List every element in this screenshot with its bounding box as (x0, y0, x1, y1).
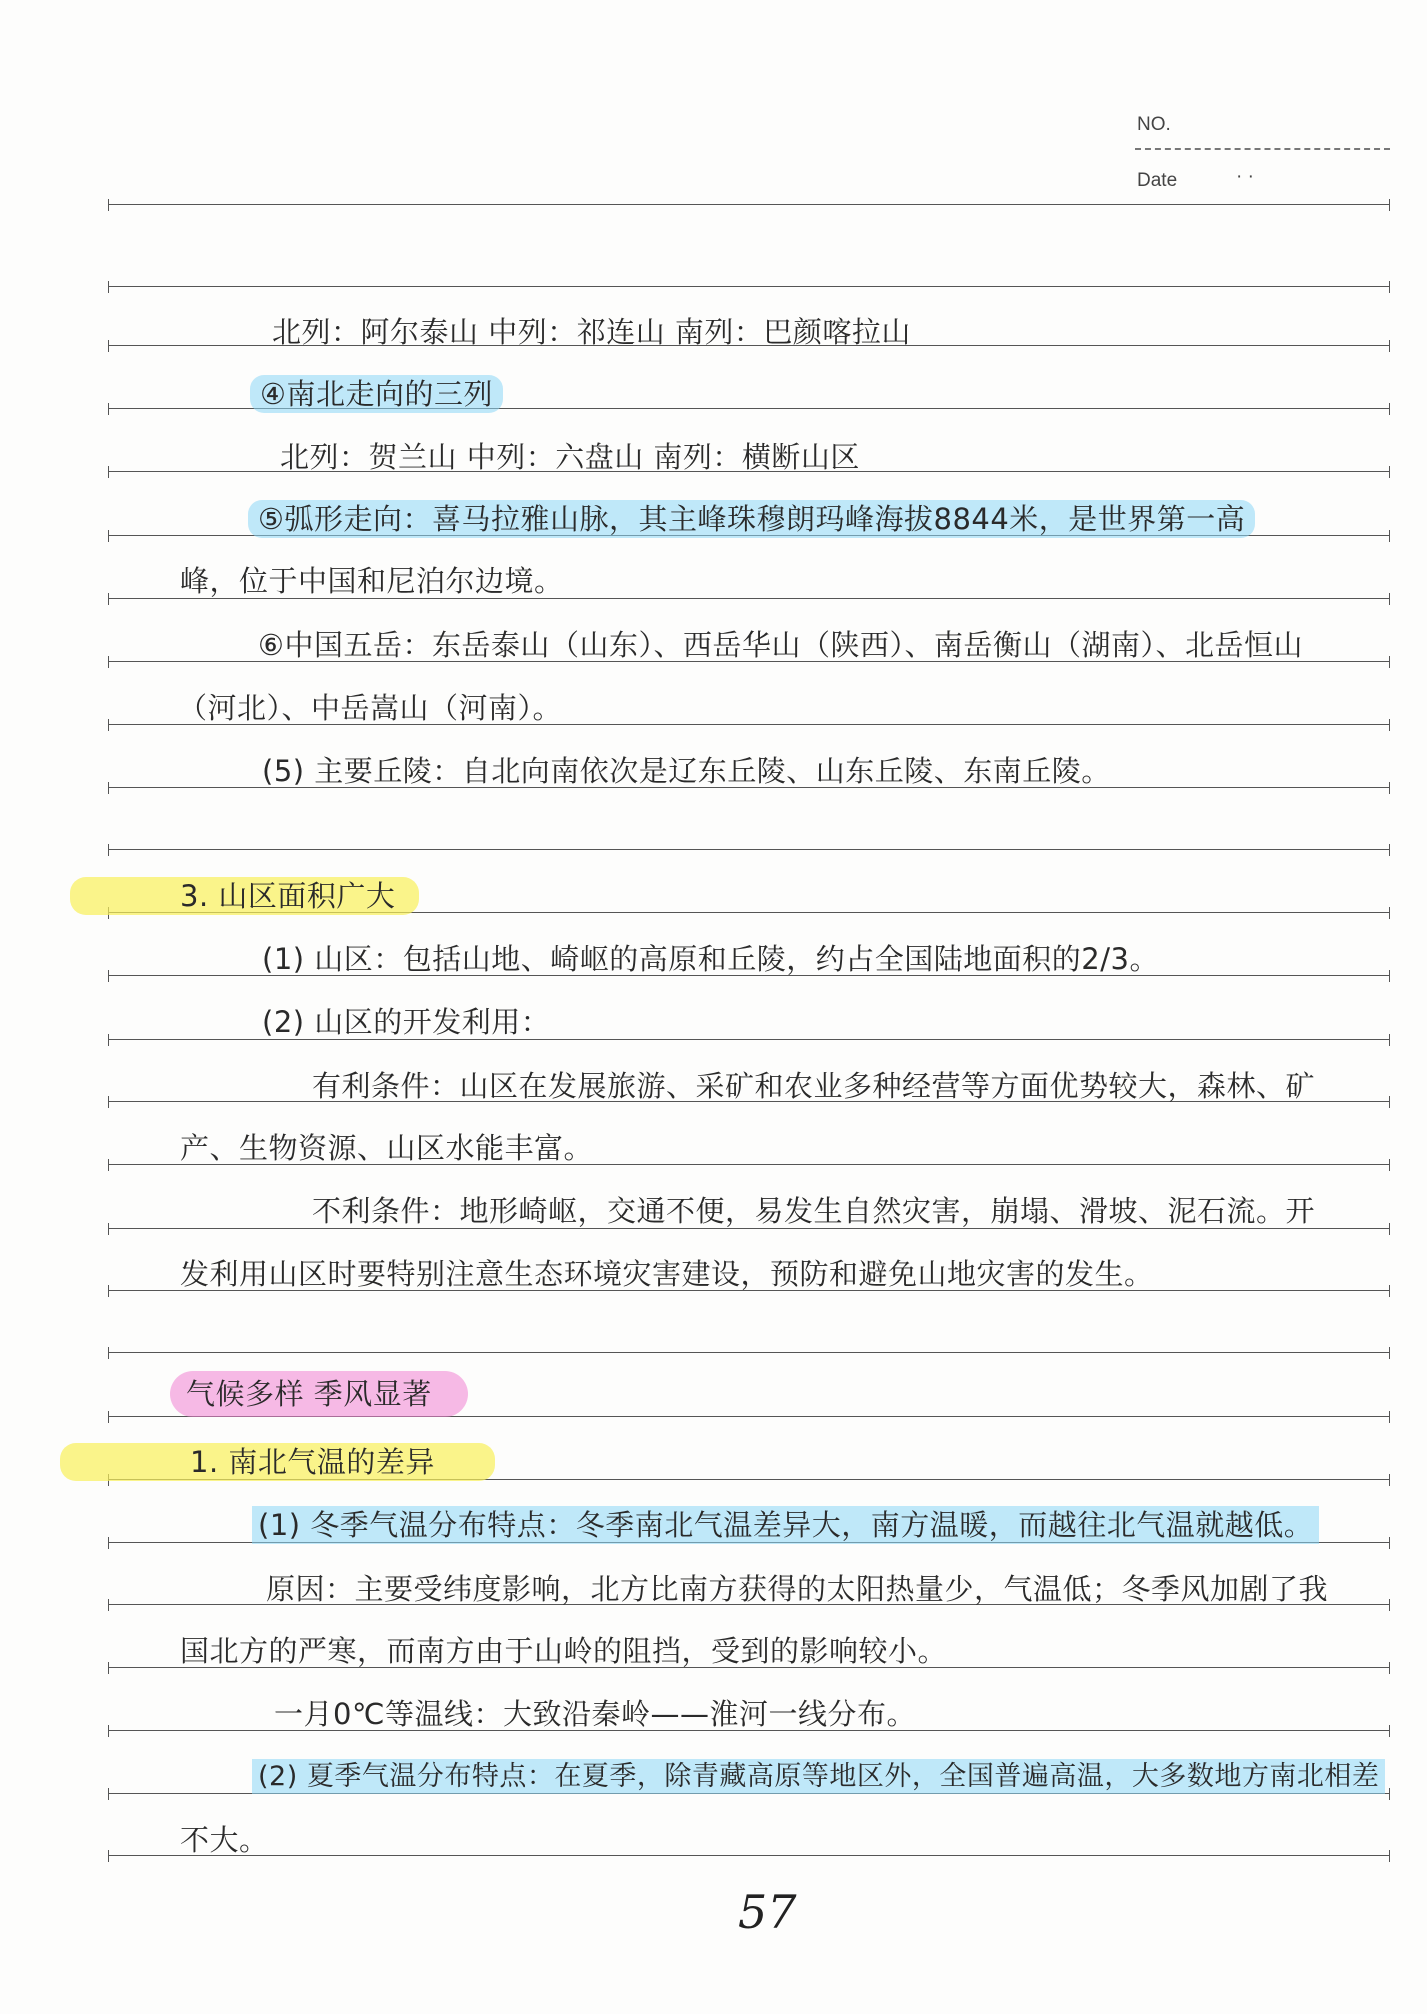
note-line: 不大。 (180, 1823, 269, 1857)
note-line: （河北）、中岳嵩山（河南）。 (178, 691, 563, 725)
note-line: 国北方的严寒，而南方由于山岭的阻挡，受到的影响较小。 (180, 1634, 948, 1668)
note-line: 北列：阿尔泰山 中列：祁连山 南列：巴颜喀拉山 (272, 315, 911, 349)
section-heading (70, 879, 419, 913)
page-number: 57 (738, 1885, 797, 1939)
note-line: 原因：主要受纬度影响，北方比南方获得的太阳热量少，气温低；冬季风加剧了我 (266, 1572, 1329, 1606)
date-marks: · · (1236, 166, 1254, 187)
note-line: 一月0℃等温线：大致沿秦岭——淮河一线分布。 (274, 1697, 917, 1731)
subheading-highlight: ④南北走向的三列 (250, 375, 503, 413)
section-heading (60, 1445, 495, 1479)
ruled-line (108, 286, 1390, 287)
note-line: 有利条件：山区在发展旅游、采矿和农业多种经营等方面优势较大，森林、矿 (312, 1069, 1316, 1103)
note-line (252, 1763, 1385, 1790)
section-heading-highlight: 1. 南北气温的差异 (60, 1443, 495, 1481)
note-line (248, 502, 1255, 536)
note-line: 不利条件：地形崎岖，交通不便，易发生自然灾害，崩塌、滑坡、泥石流。开 (312, 1194, 1316, 1228)
ruled-line (108, 204, 1390, 205)
ruled-line (108, 598, 1390, 599)
ruled-line (108, 1228, 1390, 1229)
section-heading-highlight: 3. 山区面积广大 (70, 877, 419, 915)
date-label: Date (1137, 170, 1178, 191)
highlighted-text: (2) 夏季气温分布特点：在夏季，除青藏高原等地区外，全国普遍高温，大多数地方南北相差 (252, 1759, 1385, 1794)
note-line: 发利用山区时要特别注意生态环境灾害建设，预防和避免山地灾害的发生。 (180, 1257, 1154, 1291)
highlighted-text: (1) 冬季气温分布特点：冬季南北气温差异大，南方温暖，而越往北气温就越低。 (252, 1506, 1319, 1544)
ruled-line (108, 1855, 1390, 1856)
note-line: 北列：贺兰山 中列：六盘山 南列：横断山区 (280, 440, 860, 474)
chapter-heading (170, 1377, 468, 1411)
note-line: 峰，位于中国和尼泊尔边境。 (180, 564, 564, 598)
ruled-line (108, 849, 1390, 850)
subheading-line (250, 377, 503, 411)
note-line: (1) 山区：包括山地、崎岖的高原和丘陵，约占全国陆地面积的2/3。 (262, 942, 1159, 976)
note-line: 产、生物资源、山区水能丰富。 (180, 1131, 594, 1165)
highlighted-text: ⑤弧形走向：喜马拉雅山脉，其主峰珠穆朗玛峰海拔8844米，是世界第一高 (248, 500, 1255, 538)
no-label: NO. (1137, 114, 1171, 135)
note-line (252, 1508, 1319, 1542)
note-line: ⑥中国五岳：东岳泰山（山东）、西岳华山（陕西）、南岳衡山（湖南）、北岳恒山 (258, 628, 1303, 662)
ruled-line (108, 1039, 1390, 1040)
chapter-heading-highlight: 气候多样 季风显著 (170, 1371, 468, 1417)
note-line: (5) 主要丘陵：自北向南依次是辽东丘陵、山东丘陵、东南丘陵。 (262, 754, 1111, 788)
no-dashed-line (1135, 148, 1390, 150)
ruled-line (108, 1352, 1390, 1353)
note-line: (2) 山区的开发利用： (262, 1005, 551, 1039)
